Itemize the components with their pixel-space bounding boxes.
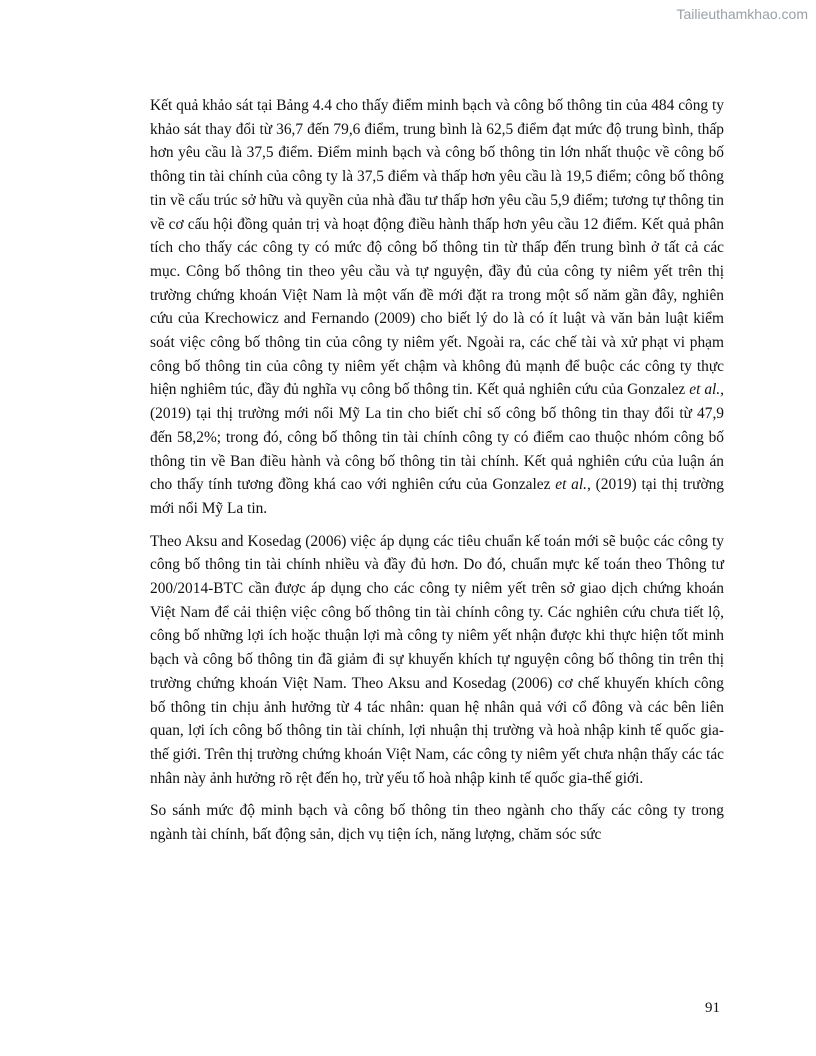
- paragraph-1-segment-2: (2019) tại thị trường mới nổi Mỹ La tin cho biết chỉ số công bố thông tin thay đổi từ 47,9 đến 58,2%; trong đó, công bố thông tin tài chính công ty có điểm cao thuộc nhóm công bố thông tin về Ban điều hành và công bố thông tin tài chính. Kết quả nghiên cứu của luận án cho thấy tính tương đồng khá cao với nghiên cứu của Gonzalez: [150, 405, 724, 494]
- paragraph-1-citation-etal: et al.,: [689, 381, 725, 399]
- paragraph-2: [150, 530, 724, 791]
- paragraph-1-segment-1: Kết quả khảo sát tại Bảng 4.4 cho thấy điểm minh bạch và công bố thông tin của 484 công ty khảo sát thay đổi từ 36,7 đến 79,6 điểm, trung bình là 62,5 điểm đạt mức độ trung bình, thấp hơn yêu cầu là 37,5 điểm. Điểm minh bạch và công bố thông tin lớn nhất thuộc về công bố thông tin tài chính của công ty là 37,5 điểm và thấp hơn yêu cầu là 19,5 điểm; công bố thông tin về cấu trúc sở hữu và quyền của nhà đầu tư thấp hơn yêu cầu 5,9 điểm; tương tự thông tin về cơ cấu hội đồng quản trị và hoạt động điều hành thấp hơn yêu cầu 12 điểm. Kết quả phân tích cho thấy các công ty có mức độ công bố thông tin từ thấp đến trung bình ở tất cả các mục. Công bố thông tin theo yêu cầu và tự nguyện, đầy đủ của công ty niêm yết trên thị trường chứng khoán Việt Nam là một vấn đề mới đặt ra trong một số năm gần đây, nghiên cứu của Krechowicz and Fernando (2009) cho biết lý do là có ít luật và văn bản luật kiểm soát việc công bố thông tin của công ty niêm yết. Ngoài ra, các chế tài và xử phạt vi phạm công bố thông tin của công ty niêm yết chậm và không đủ mạnh để buộc các công ty thực hiện nghiêm túc, đầy đủ nghĩa vụ công bố thông tin. Kết quả nghiên cứu của Gonzalez: [150, 97, 724, 399]
- page-number: 91: [705, 1000, 720, 1016]
- paragraph-3-text: So sánh mức độ minh bạch và công bố thông tin theo ngành cho thấy các công ty trong ngành tài chính, bất động sản, dịch vụ tiện ích, năng lượng, chăm sóc sức: [150, 802, 724, 844]
- paragraph-1: [150, 94, 724, 521]
- watermark-text: Tailieuthamkhao.com: [676, 6, 808, 22]
- paragraph-3: [150, 799, 724, 846]
- document-body: [150, 94, 724, 856]
- paragraph-1-segment-3: (2019) tại thị trường mới nổi Mỹ La tin.: [150, 476, 725, 517]
- paragraph-2-text: Theo Aksu and Kosedag (2006) việc áp dụng các tiêu chuẩn kế toán mới sẽ buộc các công ty công bố thông tin tài chính nhiều và đầy đủ hơn. Do đó, chuẩn mực kế toán theo Thông tư 200/2014-BTC cần được áp dụng cho các công ty niêm yết trên sở giao dịch chứng khoán Việt Nam để cải thiện việc công bố thông tin tài chính công ty. Các nghiên cứu chưa tiết lộ, công bố những lợi ích hoặc thuận lợi mà công ty niêm yết nhận được khi thực hiện tốt minh bạch và công bố thông tin đã giảm đi sự khuyến khích tự nguyện công bố thông tin trên thị trường chứng khoán Việt Nam. Theo Aksu and Kosedag (2006) cơ chế khuyến khích công bố thông tin chịu ảnh hưởng từ 4 tác nhân: quan hệ nhân quả với cổ đông và các bên liên quan, lợi ích công bố thông tin tài chính, lợi nhuận thị trường và hoà nhập kinh tế quốc gia-thế giới. Trên thị trường chứng khoán Việt Nam, các công ty niêm yết chưa nhận thấy các tác nhân này ảnh hưởng rõ rệt đến họ, trừ yếu tố hoà nhập kinh tế quốc gia-thế giới.: [150, 532, 724, 787]
- paragraph-1-citation-etal: et al.,: [555, 476, 591, 494]
